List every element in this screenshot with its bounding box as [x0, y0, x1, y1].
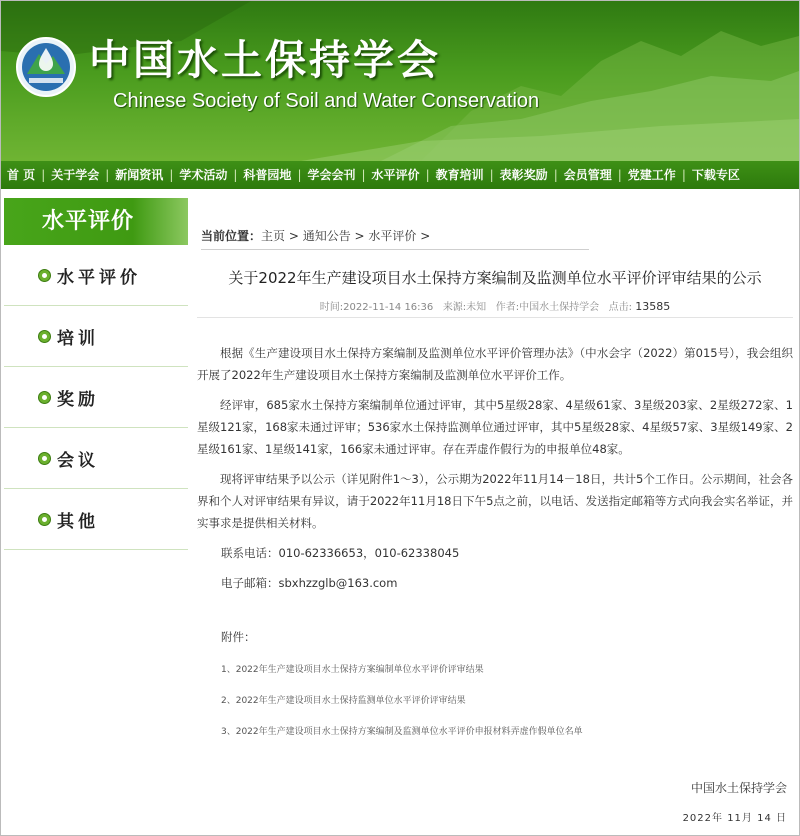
nav-about[interactable]: 关于学会 — [51, 168, 100, 182]
nav-divider: | — [41, 168, 46, 182]
article-title: 关于2022年生产建设项目水土保持方案编制及监测单位水平评价评审结果的公示 — [228, 269, 762, 287]
sidebar-item-awards[interactable] — [4, 367, 188, 428]
breadcrumb — [201, 227, 589, 250]
signature-org: 中国水土保持学会 — [690, 781, 787, 795]
breadcrumb-prefix: 当前位置： — [201, 229, 262, 243]
nav-members[interactable]: 会员管理 — [563, 168, 612, 182]
site-title-en: Chinese Society of Soil and Water Conservation — [113, 90, 540, 112]
sidebar-item-evaluation[interactable] — [4, 245, 188, 306]
nav-academic[interactable]: 学术活动 — [179, 168, 228, 182]
nav-divider: | — [681, 168, 686, 182]
article-meta — [197, 298, 793, 313]
nav-news[interactable]: 新闻资讯 — [115, 168, 164, 182]
bullet-icon — [38, 452, 51, 465]
site-title-cn: 中国水土保持学会 — [89, 36, 441, 84]
signature-date: 2022年 11月 14 日 — [682, 813, 787, 824]
nav-party[interactable]: 党建工作 — [627, 168, 676, 182]
sidebar-item-meetings[interactable] — [4, 428, 188, 489]
nav-divider: | — [105, 168, 110, 182]
sidebar — [4, 198, 188, 568]
nav-evaluation[interactable]: 水平评价 — [371, 168, 420, 182]
society-logo-icon[interactable] — [15, 36, 77, 98]
meta-source: 来源:未知 — [442, 302, 487, 313]
meta-divider — [197, 317, 793, 318]
breadcrumb-sep: > — [350, 229, 369, 243]
bullet-icon — [38, 330, 51, 343]
nav-divider: | — [489, 168, 494, 182]
nav-awards[interactable]: 表彰奖励 — [499, 168, 548, 182]
contact-email: 电子邮箱：sbxhzzglb@163.com — [221, 576, 398, 590]
breadcrumb-sep: > — [416, 229, 431, 243]
meta-time: 时间:2022-11-14 16:36 — [319, 302, 434, 313]
sidebar-item-label: 会议 — [57, 450, 99, 471]
sidebar-item-label: 奖励 — [57, 389, 99, 410]
attachment-link-2[interactable]: 2、2022年生产建设项目水土保持监测单位水平评价评审结果 — [221, 696, 466, 706]
bullet-icon — [38, 269, 51, 282]
sidebar-item-label: 其他 — [57, 511, 99, 532]
article-paragraph: 经评审，685家水土保持方案编制单位通过评审，其中5星级28家、4星级61家、3星级203家、2星级272家、1星级121家，168家未通过评审；536家水土保持监测单位通过评审，其中5星级28家、4星级57家、3星级149家、2星级161家、1星级141家，166家未通过评审。存在弄虚作假行为的申报单位48家。 — [197, 398, 793, 456]
bullet-icon — [38, 513, 51, 526]
nav-download[interactable]: 下载专区 — [691, 168, 740, 182]
contact-phone: 联系电话：010-62336653，010-62338045 — [221, 546, 460, 560]
nav-divider: | — [169, 168, 174, 182]
article-paragraph: 根据《生产建设项目水土保持方案编制及监测单位水平评价管理办法》（中水会字（2022）第015号），我会组织开展了2022年生产建设项目水土保持方案编制及监测单位水平评价工作。 — [197, 346, 793, 382]
nav-education[interactable]: 教育培训 — [435, 168, 484, 182]
nav-divider: | — [361, 168, 366, 182]
nav-science[interactable]: 科普园地 — [243, 168, 292, 182]
nav-journal[interactable]: 学会会刊 — [307, 168, 356, 182]
nav-divider: | — [553, 168, 558, 182]
sidebar-title: 水平评价 — [4, 198, 188, 245]
main-nav — [1, 161, 799, 189]
sidebar-item-other[interactable] — [4, 489, 188, 550]
breadcrumb-evaluation[interactable]: 水平评价 — [368, 229, 417, 243]
attachment-link-3[interactable]: 3、2022年生产建设项目水土保持方案编制及监测单位水平评价申报材料弄虚作假单位名单 — [221, 727, 583, 737]
meta-hits-label: 点击: — [608, 302, 633, 313]
nav-divider: | — [617, 168, 622, 182]
breadcrumb-notices[interactable]: 通知公告 — [302, 229, 351, 243]
article-paragraph: 现将评审结果予以公示（详见附件1～3），公示期为2022年11月14－18日，共计5个工作日。公示期间，社会各界和个人对评审结果有异议，请于2022年11月18日下午5点之前，以电话、发送指定邮箱等方式向我会实名举证，并实事求是提供相关材料。 — [197, 472, 793, 530]
nav-divider: | — [233, 168, 238, 182]
breadcrumb-home[interactable]: 主页 — [261, 229, 286, 243]
nav-divider: | — [425, 168, 430, 182]
sidebar-item-label: 水平评价 — [57, 267, 141, 288]
site-banner — [1, 1, 799, 161]
attachment-link-1[interactable]: 1、2022年生产建设项目水土保持方案编制单位水平评价评审结果 — [221, 665, 484, 675]
nav-home[interactable]: 首 页 — [7, 168, 36, 182]
article-body — [197, 342, 793, 602]
attachments-label: 附件： — [221, 630, 256, 644]
meta-author: 作者:中国水土保持学会 — [495, 302, 600, 313]
breadcrumb-sep: > — [285, 229, 303, 243]
bullet-icon — [38, 391, 51, 404]
nav-divider: | — [297, 168, 302, 182]
sidebar-item-label: 培训 — [57, 328, 99, 349]
sidebar-item-training[interactable] — [4, 306, 188, 367]
meta-hits-count: 13585 — [635, 300, 671, 313]
